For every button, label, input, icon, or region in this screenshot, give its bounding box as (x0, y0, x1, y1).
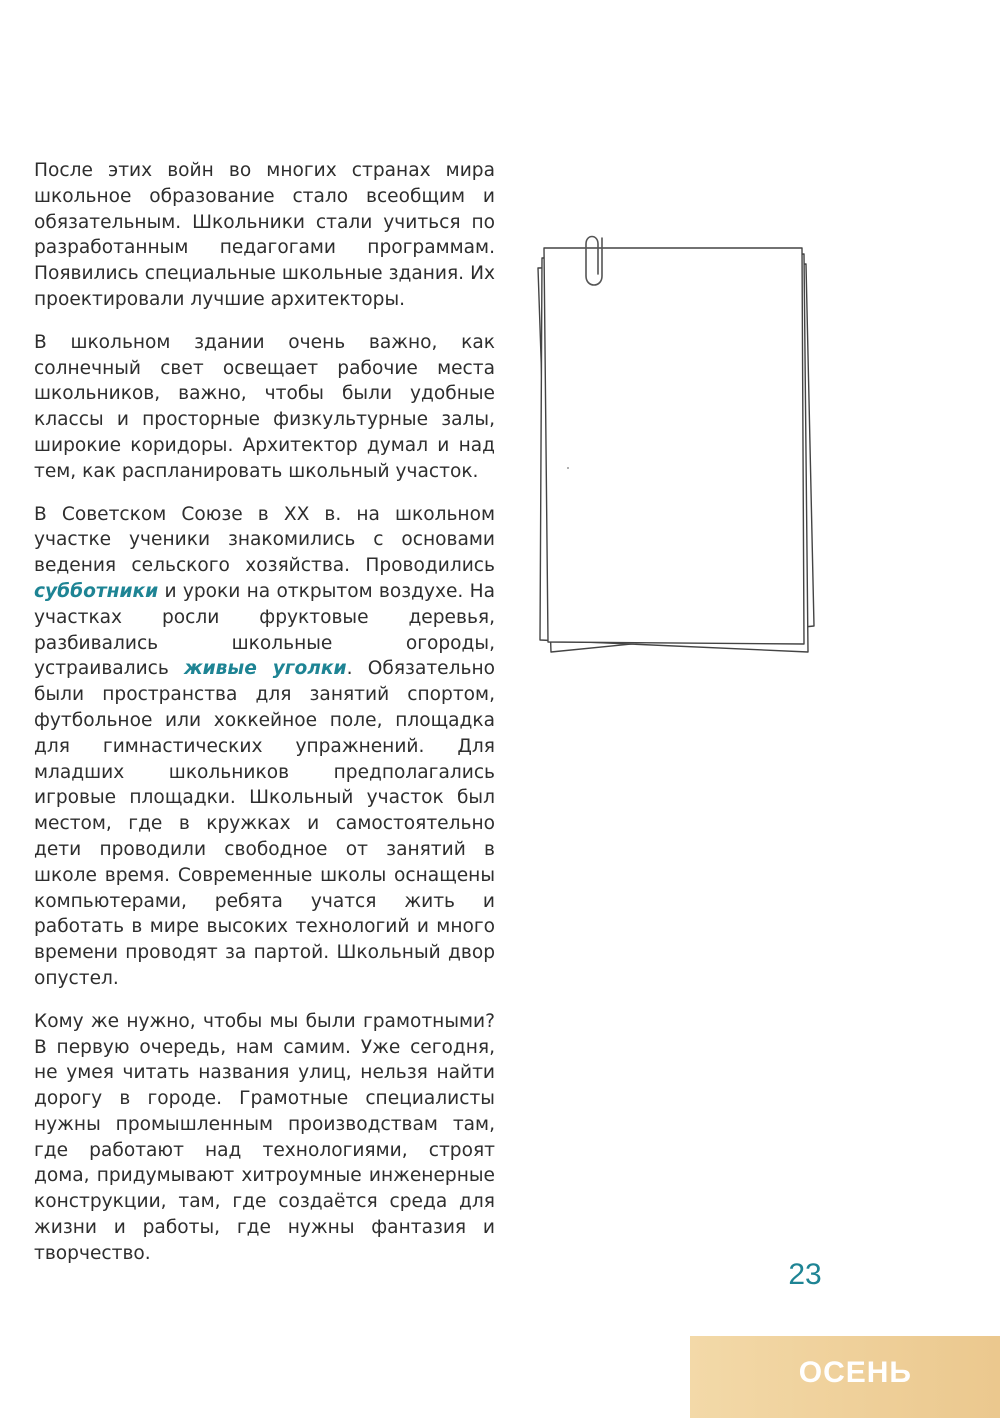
paragraph-2: В школьном здании очень важно, как солнечный свет освещает рабочие места школьников, важно, чтобы были удобные классы и просторные физкультурные залы, широкие коридоры. Архитектор думал и над тем, как распланировать школьный участок. (34, 331, 495, 482)
paragraph-3 (34, 502, 495, 992)
article-body (34, 158, 495, 1284)
page-number: 23 (788, 1258, 822, 1291)
season-tab (690, 1336, 1000, 1418)
paragraph-4: Кому же нужно, чтобы мы были грамотными? В первую очередь, нам самим. Уже сегодня, не умея читать названия улиц, нельзя найти дорогу в городе. Грамотные специалисты нужны промышленным производствам там, где работают над технологиями, строят дома, придумывают хитроумные инженерные конструкции, там, где создаётся среда для жизни и работы, где нужны фантазия и творчество. (34, 1010, 495, 1264)
paragraph-3-text-2: и уроки на открытом воздухе. На участках росли фруктовые деревья, разбивались школьные огороды, устраивались (34, 580, 495, 680)
highlight-term-zhivye-ugolki: живые уголки (184, 658, 347, 680)
paragraph-1: После этих войн во многих странах мира школьное образование стало всеобщим и обязательным. Школьники стали учиться по разработанным педагогами программам. Появились специальные школьные здания. Их проектировали лучшие архитекторы. (34, 160, 495, 310)
front-sheet (544, 248, 804, 644)
paper-speck (567, 467, 569, 469)
season-label: ОСЕНЬ (798, 1356, 912, 1389)
paragraph-3-text-1: В Советском Союзе в XX в. на школьном участке ученики знакомились с основами ведения сельского хозяйства. Проводились (34, 503, 495, 577)
highlight-term-subbotniki: субботники (34, 580, 159, 602)
paragraph-3-text-3: . Обязательно были пространства для занятий спортом, футбольное или хоккейное поле, площадка для гимнастических упражнений. Для младших школьников предполагались игровые площадки. Школьный участок был местом, где в кружках и самостоятельно дети проводили свободное от занятий в школе время. Современные школы оснащены компьютерами, ребята учатся жить и работать в мире высоких технологий и много времени проводят за партой. Школьный двор опустел. (34, 658, 495, 989)
notepaper-illustration (518, 228, 828, 678)
